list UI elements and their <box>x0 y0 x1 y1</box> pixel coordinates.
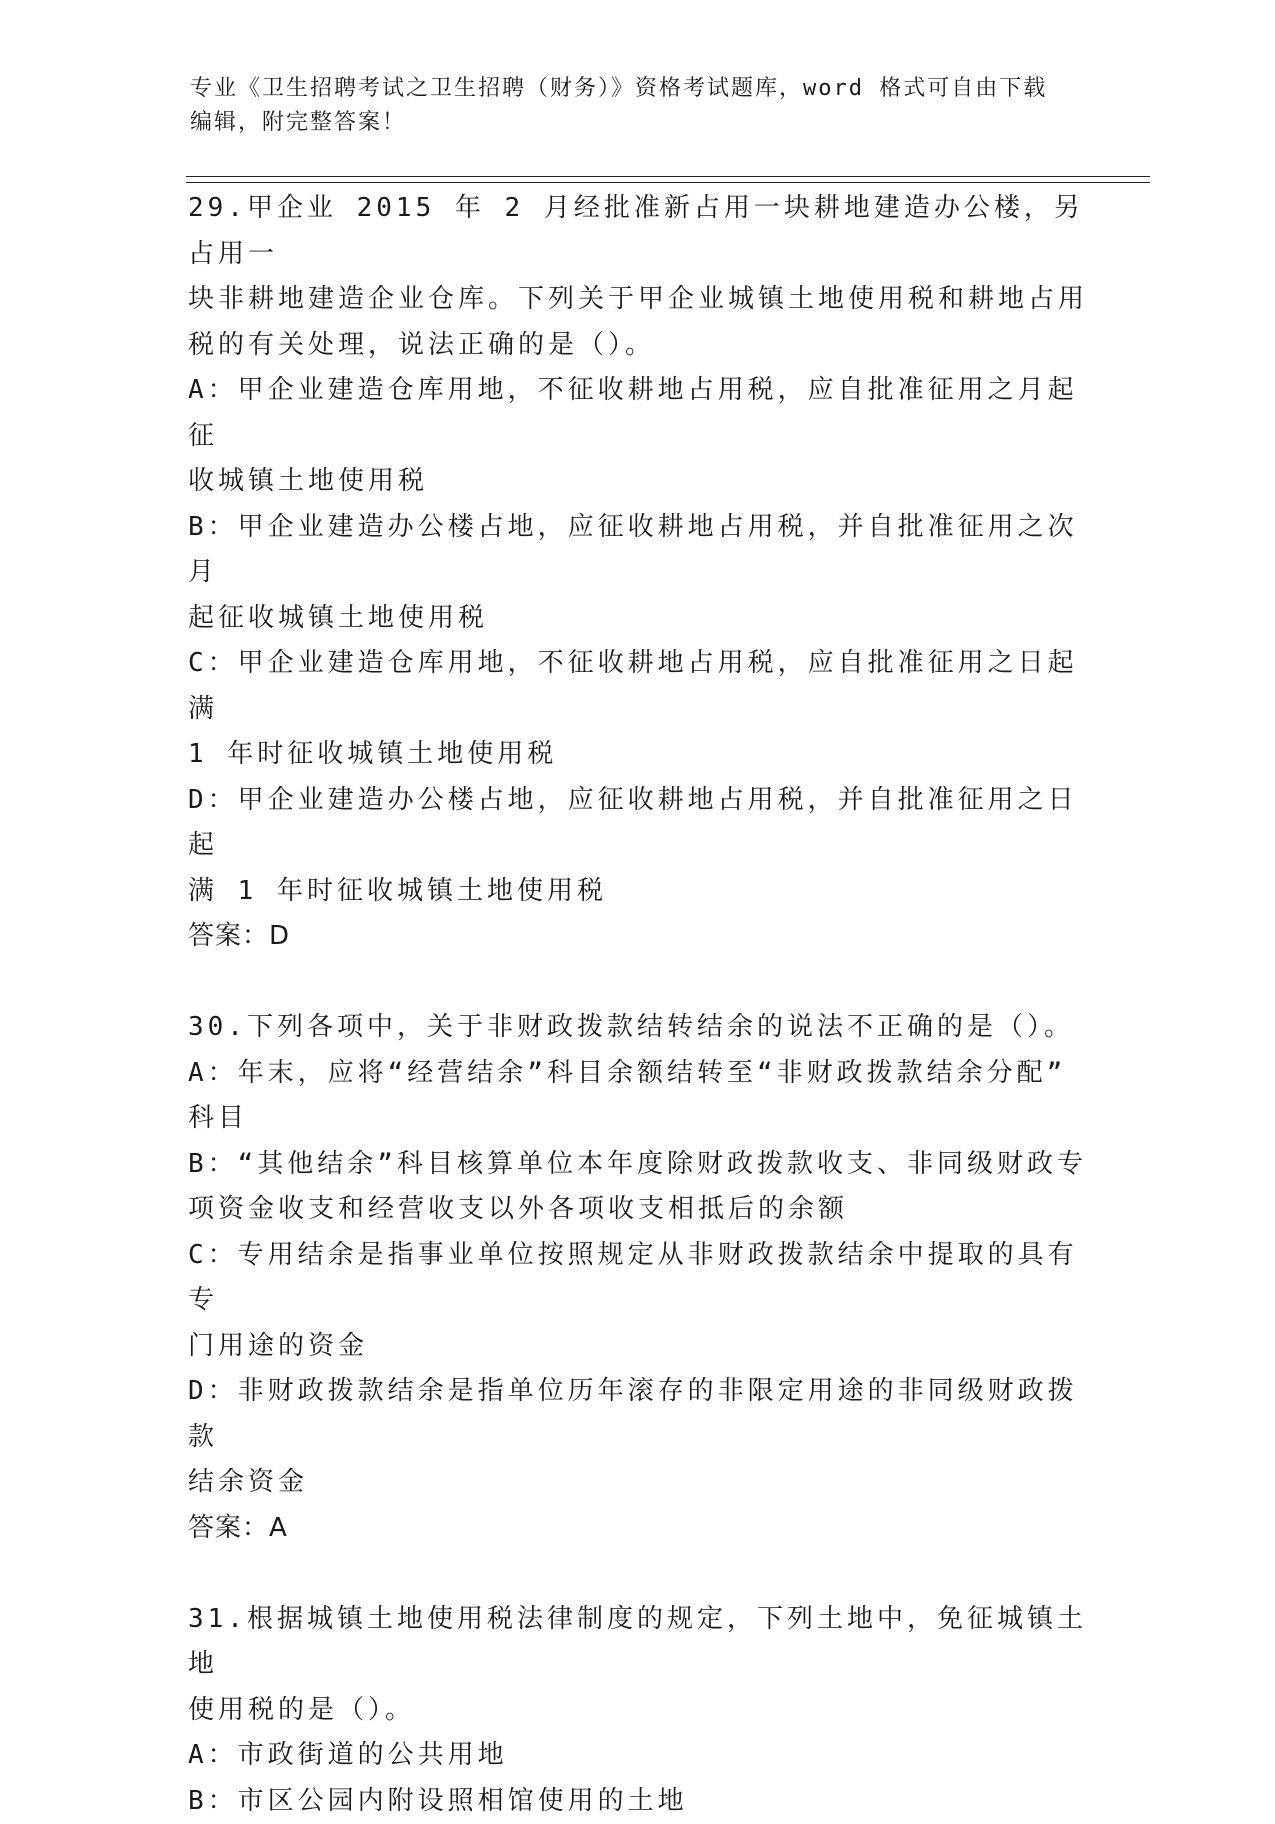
question-stem-line: 块非耕地建造企业仓库。下列关于甲企业城镇土地使用税和耕地占用 <box>188 277 1088 323</box>
option-c: C：甲企业建造仓库用地，不征收耕地占用税，应自批准征用之日起满 <box>188 641 1088 732</box>
question-30 <box>188 1005 1088 1551</box>
option-b-continued: 起征收城镇土地使用税 <box>188 596 1088 642</box>
question-29 <box>188 186 1088 960</box>
option-c: C：专用结余是指事业单位按照规定从非财政拨款结余中提取的具有专 <box>188 1233 1088 1324</box>
question-list <box>188 186 1088 1824</box>
option-c-continued: 门用途的资金 <box>188 1324 1088 1370</box>
question-spacer <box>188 960 1088 1006</box>
question-spacer <box>188 1551 1088 1597</box>
option-d: D：甲企业建造办公楼占地，应征收耕地占用税，并自批准征用之日起 <box>188 778 1088 869</box>
question-stem-line: 31.根据城镇土地使用税法律制度的规定，下列土地中，免征城镇土地 <box>188 1597 1088 1688</box>
option-b: B：市区公园内附设照相馆使用的土地 <box>188 1779 1088 1824</box>
option-b-continued: 项资金收支和经营收支以外各项收支相抵后的余额 <box>188 1187 1088 1233</box>
option-a: A：甲企业建造仓库用地，不征收耕地占用税，应自批准征用之月起征 <box>188 368 1088 459</box>
option-d-continued: 满 1 年时征收城镇土地使用税 <box>188 869 1088 915</box>
question-stem-line: 税的有关处理，说法正确的是（）。 <box>188 323 1088 369</box>
option-d: D：非财政拨款结余是指单位历年滚存的非限定用途的非同级财政拨款 <box>188 1369 1088 1460</box>
answer-label: 答案：D <box>188 914 1088 960</box>
option-d-continued: 结余资金 <box>188 1460 1088 1506</box>
header-divider-top <box>186 176 1150 177</box>
option-a: A：年末，应将“经营结余”科目余额结转至“非财政拨款结余分配” <box>188 1051 1088 1097</box>
question-stem-line: 使用税的是（）。 <box>188 1688 1088 1734</box>
option-c-continued: 1 年时征收城镇土地使用税 <box>188 732 1088 778</box>
option-a-continued: 收城镇土地使用税 <box>188 459 1088 505</box>
option-b: B：“其他结余”科目核算单位本年度除财政拨款收支、非同级财政专 <box>188 1142 1088 1188</box>
header-line-1: 专业《卫生招聘考试之卫生招聘（财务）》资格考试题库，word 格式可自由下载 <box>190 72 1090 106</box>
header-line-2: 编辑，附完整答案！ <box>190 106 1090 140</box>
header-divider-bottom <box>186 182 1150 183</box>
question-31 <box>188 1597 1088 1824</box>
answer-label: 答案：A <box>188 1506 1088 1552</box>
option-a: A：市政街道的公共用地 <box>188 1733 1088 1779</box>
document-header <box>190 72 1090 140</box>
option-a-continued: 科目 <box>188 1096 1088 1142</box>
question-stem-line: 29.甲企业 2015 年 2 月经批准新占用一块耕地建造办公楼，另占用一 <box>188 186 1088 277</box>
option-b: B：甲企业建造办公楼占地，应征收耕地占用税，并自批准征用之次月 <box>188 505 1088 596</box>
question-stem-line: 30.下列各项中，关于非财政拨款结转结余的说法不正确的是（）。 <box>188 1005 1088 1051</box>
